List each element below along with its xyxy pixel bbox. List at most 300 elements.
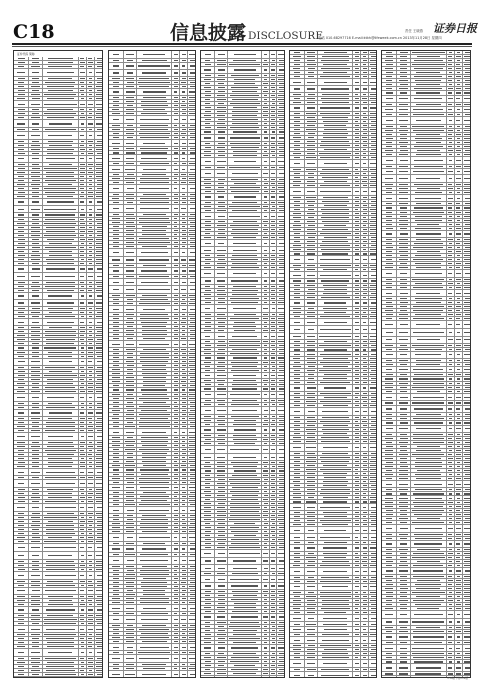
table-cell [79, 230, 87, 233]
table-cell [95, 351, 102, 354]
text-line [47, 397, 74, 398]
table-cell [43, 242, 79, 245]
text-line [18, 422, 24, 423]
text-line [97, 322, 102, 323]
text-line [81, 343, 85, 344]
table-cell [14, 281, 29, 284]
text-line [81, 623, 85, 624]
text-line [81, 347, 85, 348]
table-cell [87, 618, 95, 621]
table-cell [95, 580, 102, 583]
table-cell [29, 199, 43, 205]
text-line [80, 168, 85, 169]
table-row [109, 51, 195, 59]
text-line [80, 426, 84, 427]
text-line [97, 525, 102, 526]
text-line [18, 615, 24, 616]
table-cell [29, 417, 43, 420]
table-cell [79, 386, 87, 389]
table-cell [29, 516, 43, 519]
text-line [18, 619, 24, 620]
text-line [18, 379, 24, 380]
text-line [31, 541, 41, 542]
text-line [81, 533, 84, 534]
table-cell [95, 112, 102, 115]
table-cell [79, 293, 87, 299]
text-line [88, 62, 92, 63]
table-cell [79, 258, 87, 261]
table-cell [29, 61, 43, 64]
table-cell [14, 191, 29, 194]
table-cell [87, 394, 95, 401]
table-cell [14, 476, 29, 479]
table-row [14, 394, 102, 402]
text-line [32, 343, 39, 344]
text-line [49, 600, 72, 601]
text-line [18, 153, 25, 154]
text-line [31, 184, 40, 185]
text-line [45, 430, 75, 431]
table-cell [79, 618, 87, 621]
table-cell [137, 89, 172, 95]
table-cell [87, 603, 95, 606]
table-cell [87, 599, 95, 602]
text-line [32, 90, 39, 91]
table-cell [87, 433, 95, 439]
text-line [89, 201, 93, 202]
table-cell [29, 300, 43, 306]
text-line [97, 231, 102, 232]
table-cell [43, 433, 79, 439]
table-cell [79, 603, 87, 606]
table-cell [14, 175, 29, 178]
table-cell [95, 167, 102, 170]
newspaper-logo: 证券日报 [433, 22, 471, 36]
table-row [14, 120, 102, 128]
text-line [142, 60, 167, 61]
table-cell [14, 266, 29, 272]
table-cell [95, 246, 102, 249]
table-cell [87, 342, 95, 345]
text-line [97, 430, 102, 431]
text-line [96, 501, 102, 502]
text-line [89, 251, 93, 252]
text-line [45, 286, 75, 287]
text-line [89, 214, 92, 215]
text-line [88, 347, 92, 348]
text-line [32, 295, 39, 296]
text-line [88, 268, 93, 269]
table-cell [29, 319, 43, 325]
table-cell [14, 97, 29, 100]
text-line [18, 312, 25, 313]
text-line [97, 331, 102, 332]
table-cell [87, 179, 95, 182]
table-cell [29, 218, 43, 221]
table-cell [43, 417, 79, 420]
text-line [80, 379, 84, 380]
table-cell [29, 641, 43, 644]
text-line [138, 65, 170, 66]
text-line [31, 94, 40, 95]
text-line [80, 466, 85, 467]
table-cell [43, 81, 79, 84]
table-cell [172, 89, 180, 95]
table-cell [29, 366, 43, 369]
text-line [48, 141, 73, 142]
text-line [89, 634, 92, 635]
table-cell [87, 254, 95, 257]
text-line [80, 290, 84, 291]
text-line [143, 54, 165, 55]
text-line [89, 312, 93, 313]
table-cell [43, 421, 79, 424]
text-line [45, 450, 76, 451]
table-cell [87, 657, 95, 660]
table-cell [79, 69, 87, 76]
text-line [47, 98, 74, 99]
text-line [18, 450, 24, 451]
text-line [32, 316, 39, 317]
table-cell [95, 57, 102, 60]
table-cell [14, 140, 29, 143]
table-cell [87, 453, 95, 456]
table-cell [43, 378, 79, 381]
text-line [80, 196, 84, 197]
text-line [32, 141, 40, 142]
table-cell [87, 262, 95, 265]
table-row [14, 300, 102, 307]
text-line [31, 172, 40, 173]
column-rows [109, 51, 195, 678]
text-line [96, 497, 102, 498]
table-cell [87, 163, 95, 166]
text-line [89, 375, 93, 376]
text-line [81, 407, 84, 408]
table-cell [79, 330, 87, 333]
text-line [31, 312, 40, 313]
table-cell [29, 183, 43, 186]
text-line [32, 489, 39, 490]
table-cell [95, 300, 102, 306]
text-line [18, 477, 25, 478]
table-cell [43, 465, 79, 468]
text-line [32, 268, 40, 269]
table-cell [137, 51, 172, 58]
text-line [80, 442, 84, 443]
table-cell [79, 457, 87, 460]
text-line [97, 201, 102, 202]
text-line [89, 235, 93, 236]
table-cell [43, 97, 79, 100]
table-cell [109, 108, 124, 111]
text-line [18, 629, 25, 630]
text-line [97, 339, 102, 340]
text-line [89, 227, 93, 228]
text-line [32, 403, 39, 404]
text-line [96, 422, 102, 423]
text-line [96, 638, 102, 639]
text-line [32, 529, 39, 530]
table-cell [14, 560, 29, 563]
text-line [17, 72, 25, 73]
text-line [89, 652, 93, 653]
table-cell [188, 96, 195, 99]
text-line [88, 412, 92, 413]
text-line [45, 367, 75, 368]
table-cell [29, 532, 43, 535]
table-cell [43, 128, 79, 131]
text-line [96, 600, 102, 601]
table-cell [29, 116, 43, 119]
table-cell [14, 234, 29, 237]
table-cell [79, 429, 87, 432]
text-line [96, 117, 102, 118]
text-line [89, 255, 92, 256]
text-line [97, 375, 102, 376]
table-cell [95, 394, 102, 401]
table-cell [95, 618, 102, 621]
text-line [46, 172, 74, 173]
text-line [18, 327, 24, 328]
table-cell [29, 572, 43, 579]
text-line [80, 327, 84, 328]
text-line [45, 575, 76, 576]
text-line [97, 78, 102, 79]
text-line [32, 196, 39, 197]
text-line [88, 596, 93, 597]
table-cell [79, 273, 87, 280]
text-line [97, 537, 102, 538]
text-line [18, 168, 25, 169]
text-line [80, 90, 84, 91]
table-cell [29, 359, 43, 365]
table-cell [79, 338, 87, 341]
table-cell [43, 560, 79, 563]
table-cell [95, 492, 102, 495]
table-cell [29, 665, 43, 668]
table-cell [79, 417, 87, 420]
text-line [89, 149, 93, 150]
table-cell [79, 101, 87, 107]
table-cell [79, 171, 87, 174]
table-cell [95, 595, 102, 598]
table-cell [79, 242, 87, 245]
table-cell [43, 311, 79, 314]
table-cell [124, 85, 137, 88]
table-cell [14, 637, 29, 640]
text-line [182, 101, 185, 102]
table-cell [14, 57, 29, 60]
table-cell [137, 108, 172, 111]
table-cell [43, 218, 79, 221]
table-cell [29, 213, 43, 216]
text-line [32, 477, 40, 478]
text-line [31, 391, 40, 392]
text-line [96, 666, 102, 667]
text-line [32, 58, 39, 59]
text-line [31, 658, 40, 659]
table-cell [14, 171, 29, 174]
text-line [32, 82, 39, 83]
table-cell [87, 633, 95, 636]
text-line [18, 180, 25, 181]
text-line [49, 361, 73, 362]
text-line [18, 517, 23, 518]
table-cell [95, 669, 102, 672]
text-line [47, 646, 74, 647]
text-line [80, 638, 84, 639]
table-cell [87, 93, 95, 96]
table-cell [14, 520, 29, 523]
table-cell [87, 572, 95, 579]
table-cell [29, 552, 43, 559]
table-cell [87, 85, 95, 88]
text-line [44, 375, 76, 376]
table-cell [43, 488, 79, 491]
editor-line: 责任 王晓燕 [405, 29, 423, 33]
table-row [109, 63, 195, 70]
table-cell [79, 213, 87, 216]
text-line [96, 214, 102, 215]
table-cell [79, 614, 87, 617]
table-row [14, 469, 102, 476]
table-cell [14, 584, 29, 587]
table-cell [95, 254, 102, 257]
text-line [32, 352, 39, 353]
table-cell [87, 512, 95, 515]
text-line [97, 604, 102, 605]
table-cell [87, 183, 95, 186]
table-cell [87, 457, 95, 460]
text-line [80, 507, 84, 508]
text-line [80, 109, 84, 110]
text-line [126, 78, 134, 79]
text-line [32, 109, 39, 110]
text-line [32, 113, 39, 114]
text-line [80, 235, 84, 236]
table-cell [172, 85, 180, 88]
table-cell [180, 70, 188, 76]
text-line [48, 356, 72, 357]
table-cell [43, 580, 79, 583]
text-line [96, 561, 102, 562]
table-cell [14, 77, 29, 80]
text-line [89, 72, 93, 73]
table-cell [95, 65, 102, 68]
contact-line: 电话 010-68297716 E-mail:ktkh@lifeweek.com.cn 2013年11月28日 星期四 [318, 36, 468, 40]
table-cell [79, 108, 87, 111]
column-header: 证券代码 简称 [17, 53, 35, 56]
table-cell [79, 97, 87, 100]
text-line [18, 58, 25, 59]
text-line [97, 446, 102, 447]
text-line [31, 375, 40, 376]
text-line [32, 397, 39, 398]
text-line [97, 533, 102, 534]
text-line [97, 227, 102, 228]
table-cell [29, 512, 43, 515]
text-line [31, 276, 40, 277]
text-line [32, 442, 39, 443]
table-cell [87, 366, 95, 369]
text-line [32, 219, 39, 220]
text-line [88, 387, 92, 388]
text-line [88, 501, 92, 502]
table-cell [14, 465, 29, 468]
text-line [97, 276, 102, 277]
text-line [18, 164, 25, 165]
text-line [31, 259, 39, 260]
table-cell [43, 677, 79, 678]
text-line [47, 153, 73, 154]
text-line [88, 507, 92, 508]
table-cell [43, 599, 79, 602]
text-line [96, 412, 102, 413]
text-line [48, 308, 73, 309]
table-cell [43, 152, 79, 155]
table-cell [87, 480, 95, 487]
table-cell [43, 69, 79, 76]
text-line [96, 352, 102, 353]
table-cell [29, 89, 43, 92]
table-cell [14, 330, 29, 333]
table-cell [87, 77, 95, 80]
table-cell [188, 51, 195, 58]
text-line [96, 282, 102, 283]
table-cell [95, 480, 102, 487]
text-line [88, 623, 92, 624]
text-line [80, 331, 85, 332]
text-line [45, 501, 76, 502]
text-line [97, 62, 102, 63]
text-line [17, 247, 25, 248]
section-title-en: DISCLOSURE [248, 30, 323, 42]
text-line [18, 82, 24, 83]
table-cell [87, 488, 95, 491]
table-cell [109, 51, 124, 58]
table-cell [87, 97, 95, 100]
text-line [18, 472, 24, 473]
text-line [113, 60, 120, 61]
table-cell [29, 171, 43, 174]
table-cell [124, 108, 137, 111]
table-cell [79, 120, 87, 127]
table-cell [43, 330, 79, 333]
text-line [18, 86, 24, 87]
table-cell [95, 406, 102, 409]
table-cell [43, 540, 79, 543]
text-line [81, 356, 85, 357]
text-line [46, 565, 75, 566]
text-line [32, 282, 39, 283]
table-cell [43, 504, 79, 511]
text-line [17, 596, 24, 597]
text-line [89, 90, 92, 91]
table-cell [87, 661, 95, 664]
text-line [46, 426, 75, 427]
table-cell [43, 108, 79, 111]
text-line [44, 235, 76, 236]
table-cell [79, 315, 87, 318]
text-line [18, 219, 24, 220]
text-line [18, 458, 24, 459]
table-cell [43, 334, 79, 337]
table-cell [79, 544, 87, 551]
text-line [17, 335, 25, 336]
table-cell [79, 226, 87, 229]
text-line [97, 367, 102, 368]
